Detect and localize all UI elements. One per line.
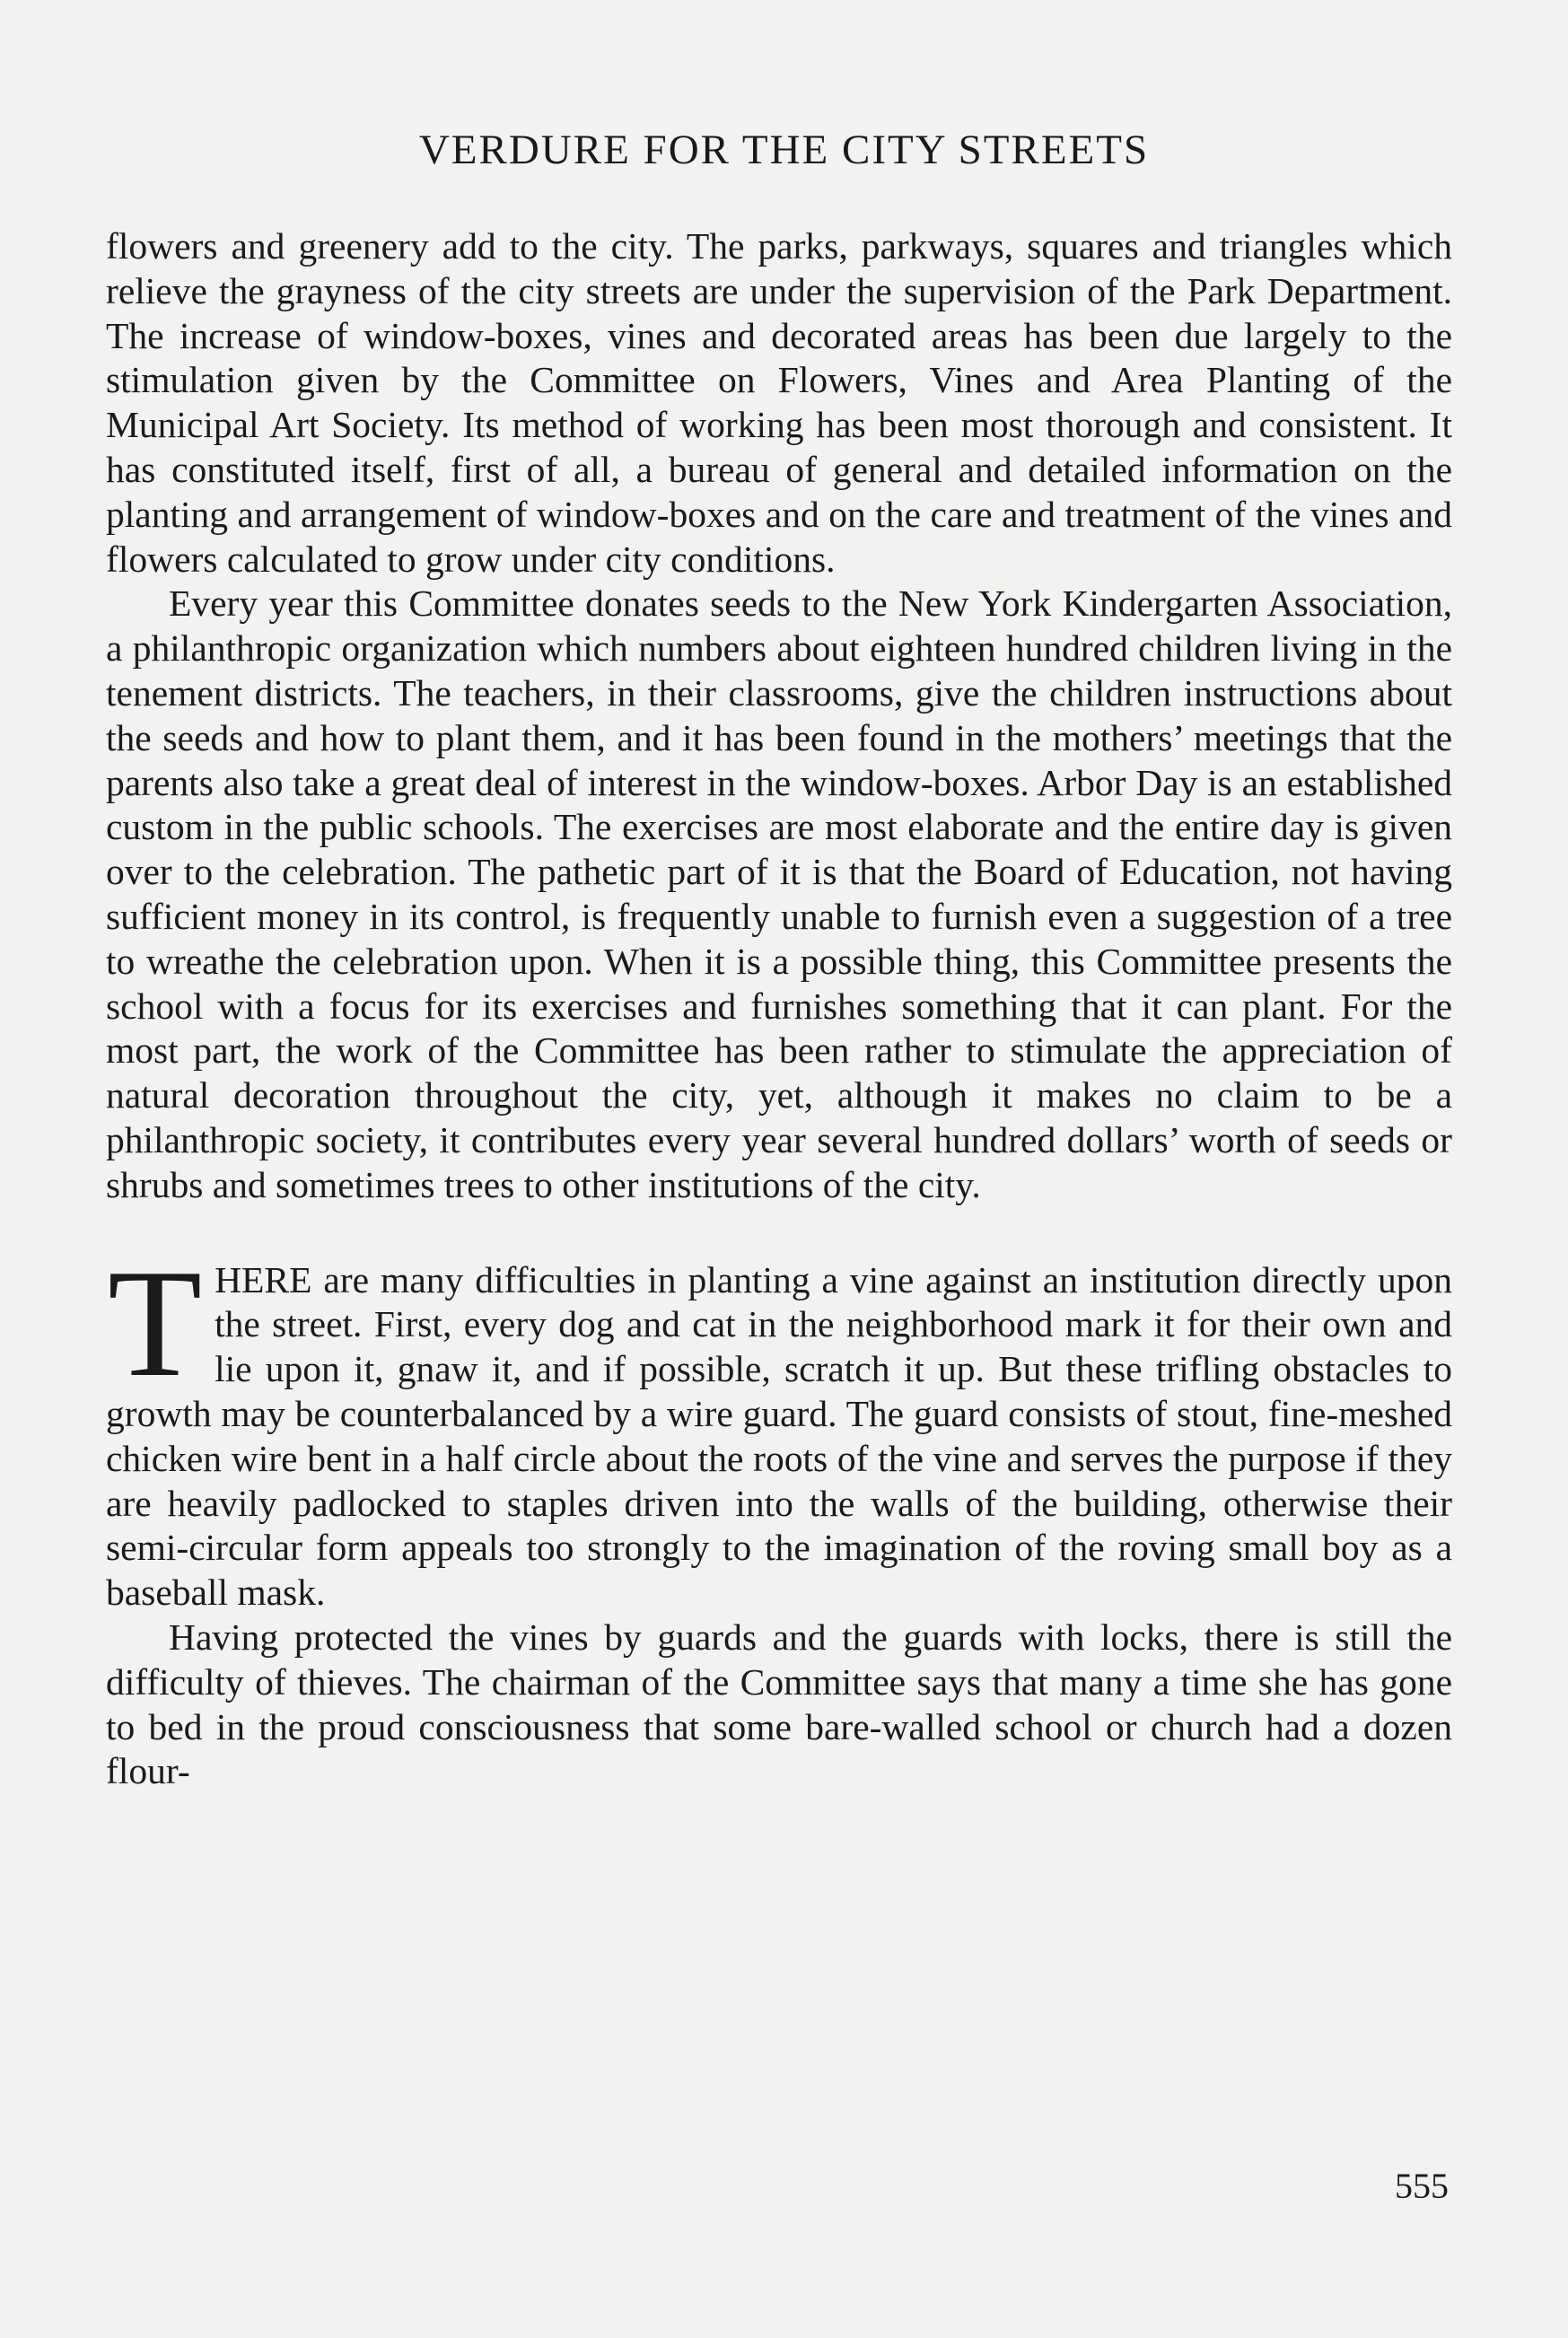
paragraph-difficulties-text: are many difficulties in planting a vine against an institution directly upon the street. First, every dog and cat in the neighborhood mark it for their own and lie upon it, gnaw it, and if possible, scratch it up. But these trifling obstacles to growth may be counterbalanced by a wire guard. The guard consists of stout, fine-meshed chicken wire bent in a half circle about the roots of the vine and serves the purpose if they are heavily padlocked to staples driven into the walls of the building, otherwise their semi-circular form appeals too strongly to the imagination of the roving small boy as a baseball mask. — [106, 1258, 1452, 1614]
body-text — [106, 224, 1452, 1794]
section-break — [106, 1208, 1452, 1258]
paragraph-difficulties — [106, 1238, 1452, 1616]
page-number: 555 — [1395, 2166, 1449, 2206]
drop-cap: T — [108, 1238, 203, 1409]
running-title: VERDURE FOR THE CITY STREETS — [418, 127, 1150, 173]
paragraph-continued: flowers and greenery add to the city. The parks, parkways, squares and triangles which relieve the grayness of the city streets are under the supervision of the Park Department. The increase of window-boxes, vines and decorated areas has been due largely to the stimulation given by the Committee on Flowers, Vines and Area Planting of the Municipal Art Society. Its method of working has been most thorough and consistent. It has constituted itself, first of all, a bureau of general and detailed information on the planting and arrangement of window-boxes and on the care and treatment of the vines and flowers calculated to grow under city conditions. — [106, 225, 1452, 580]
opening-caps: HERE — [215, 1258, 312, 1300]
paragraph-thieves: Having protected the vines by guards and the guards with locks, there is still the difficulty of thieves. The chairman of the Committee says that many a time she has gone to bed in the proud consciousness that some bare-walled school or church had a dozen flour- — [106, 1616, 1452, 1792]
paragraph-kindergarten: Every year this Committee donates seeds to the New York Kindergarten Association, a philanthropic organization which numbers about eighteen hundred children living in the tenement districts. The teachers, in their classrooms, give the children instructions about the seeds and how to plant them, and it has been found in the mothers’ meetings that the parents also take a great deal of interest in the window-boxes. Arbor Day is an established custom in the public schools. The exercises are most elaborate and the entire day is given over to the celebration. The pathetic part of it is that the Board of Education, not having sufficient money in its control, is frequently unable to furnish even a suggestion of a tree to wreathe the celebration upon. When it is a possible thing, this Committee presents the school with a focus for its exercises and furnishes something that it can plant. For the most part, the work of the Committee has been rather to stimulate the appreciation of natural decoration throughout the city, yet, although it makes no claim to be a philanthropic society, it contributes every year several hundred dollars’ worth of seeds or shrubs and sometimes trees to other institutions of the city. — [106, 582, 1452, 1205]
